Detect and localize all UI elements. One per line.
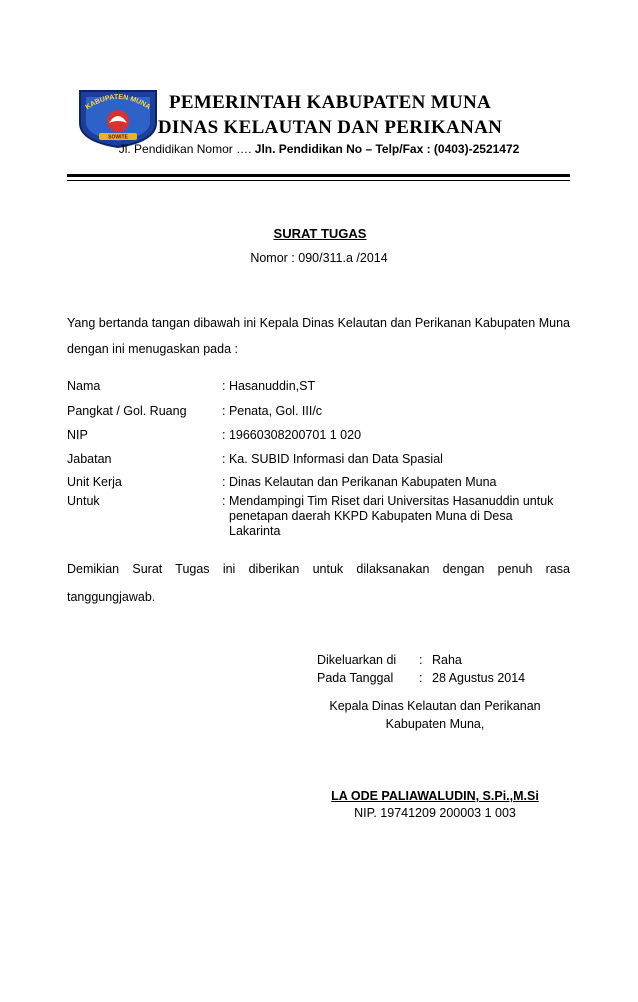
letterhead-title-1: PEMERINTAH KABUPATEN MUNA [168, 92, 492, 113]
logo-text: KABUPATEN MUNA [84, 93, 152, 112]
field-value: : Ka. SUBID Informasi dan Data Spasial [222, 452, 443, 466]
field-row-unit-kerja [67, 475, 570, 495]
field-row-pangkat [67, 404, 570, 424]
field-label: NIP [67, 428, 88, 442]
field-value [222, 494, 572, 539]
field-value: : Penata, Gol. III/c [222, 404, 323, 418]
document-title: SURAT TUGAS [273, 226, 367, 241]
letterhead-rule-thin [67, 180, 570, 181]
issued-at-label: Dikeluarkan di [317, 653, 397, 667]
letterhead-title-2: DINAS KELAUTAN DAN PERIKANAN [157, 117, 503, 138]
date-colon: : [419, 671, 423, 685]
purpose-line-2: penetapan daerah KKPD Kabupaten Muna di Desa [229, 509, 513, 523]
signer-position-1: Kepala Dinas Kelautan dan Perikanan [329, 699, 541, 713]
date-value: 28 Agustus 2014 [432, 671, 526, 685]
letterhead-rule-thick [67, 174, 570, 177]
purpose-line-1: : Mendampingi Tim Riset dari Universitas Hasanuddin untuk [222, 494, 554, 508]
field-value: : 19660308200701 1 020 [222, 428, 362, 442]
field-label: Jabatan [67, 452, 112, 466]
signer-nip: NIP. 19741209 200003 1 003 [354, 806, 516, 820]
logo-subtext: SOWITE [108, 134, 128, 141]
signer-name: LA ODE PALIAWALUDIN, S.Pi.,M.Si [331, 789, 539, 803]
address-bold: Jln. Pendidikan No – Telp/Fax : (0403)-2521472 [254, 142, 520, 156]
signer-position-2: Kabupaten Muna, [385, 717, 485, 731]
intro-paragraph: Yang bertanda tangan dibawah ini Kepala Dinas Kelautan dan Perikanan Kabupaten Muna dengan ini menugaskan pada : [67, 316, 570, 356]
field-label: Untuk [67, 494, 100, 508]
field-label: Unit Kerja [67, 475, 122, 489]
purpose-line-3: Lakarinta [229, 524, 281, 538]
issued-at-value: Raha [432, 653, 462, 667]
document-number: Nomor : 090/311.a /2014 [250, 251, 388, 265]
letterhead-address [0, 142, 638, 156]
field-row-nip [67, 428, 570, 448]
field-row-untuk [67, 494, 570, 544]
field-value: : Hasanuddin,ST [222, 379, 316, 393]
field-label: Nama [67, 379, 101, 393]
address-plain: Jl. Pendidikan Nomor …. [118, 142, 252, 156]
field-value: : Dinas Kelautan dan Perikanan Kabupaten Muna [222, 475, 497, 489]
field-row-jabatan [67, 452, 570, 472]
issued-at-colon: : [419, 653, 423, 667]
date-label: Pada Tanggal [317, 671, 394, 685]
closing-paragraph: Demikian Surat Tugas ini diberikan untuk dilaksanakan dengan penuh rasa tanggungjawab. [67, 562, 570, 604]
field-row-nama [67, 379, 570, 399]
field-label: Pangkat / Gol. Ruang [67, 404, 187, 418]
